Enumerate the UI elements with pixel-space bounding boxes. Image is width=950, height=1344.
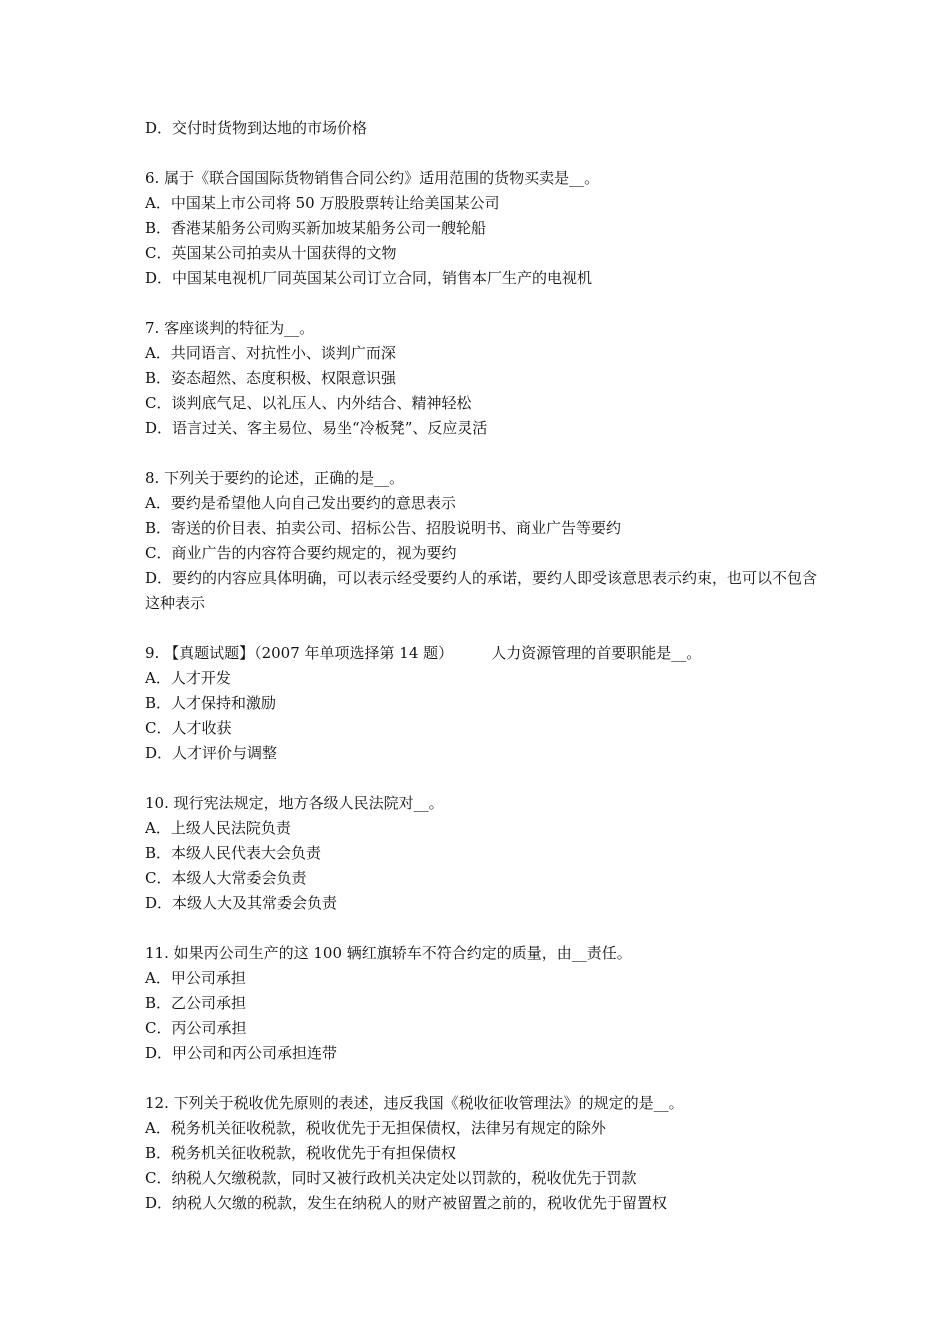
option-c: C．英国某公司拍卖从十国获得的文物 (145, 244, 397, 262)
question-stem: 8. 下列关于要约的论述，正确的是__。 (145, 469, 405, 487)
option-a: A．人才开发 (145, 669, 231, 687)
question-11 (145, 941, 825, 1066)
option-d: D．交付时货物到达地的市场价格 (145, 119, 368, 137)
option-c: C．谈判底气足、以礼压人、内外结合、精神轻松 (145, 394, 472, 412)
option-d: D．本级人大及其常委会负责 (145, 894, 338, 912)
question-5-fragment (145, 116, 825, 141)
option-b: B．姿态超然、态度积极、权限意识强 (145, 369, 397, 387)
option-b: B．乙公司承担 (145, 994, 247, 1012)
question-9 (145, 641, 825, 766)
question-stem: 11. 如果丙公司生产的这 100 辆红旗轿车不符合约定的质量，由__责任。 (145, 944, 632, 962)
option-b: B．本级人民代表大会负责 (145, 844, 322, 862)
option-d: D．要约的内容应具体明确，可以表示经受要约人的承诺，要约人即受该意思表示约束，也可以不包含这种表示 (145, 569, 818, 612)
option-a: A．共同语言、对抗性小、谈判广而深 (145, 344, 396, 362)
option-d: D．甲公司和丙公司承担连带 (145, 1044, 338, 1062)
option-d: D．人才评价与调整 (145, 744, 278, 762)
option-d: D．纳税人欠缴的税款，发生在纳税人的财产被留置之前的，税收优先于留置权 (145, 1194, 668, 1212)
question-stem: 9. 【真题试题】（2007 年单项选择第 14 题） 人力资源管理的首要职能是__。 (145, 644, 702, 662)
question-6 (145, 166, 825, 291)
option-a: A．上级人民法院负责 (145, 819, 291, 837)
option-b: B．税务机关征收税款，税收优先于有担保债权 (145, 1144, 457, 1162)
option-b: B．香港某船务公司购买新加坡某船务公司一艘轮船 (145, 219, 487, 237)
option-a: A．税务机关征收税款，税收优先于无担保债权，法律另有规定的除外 (145, 1119, 606, 1137)
option-b: B．寄送的价目表、拍卖公司、招标公告、招股说明书、商业广告等要约 (145, 519, 622, 537)
option-c: C．商业广告的内容符合要约规定的，视为要约 (145, 544, 457, 562)
option-c: C．丙公司承担 (145, 1019, 247, 1037)
question-12 (145, 1091, 825, 1216)
option-d: D．语言过关、客主易位、易坐“冷板凳”、反应灵活 (145, 419, 488, 437)
option-a: A．中国某上市公司将 50 万股股票转让给美国某公司 (145, 194, 500, 212)
question-stem: 6. 属于《联合国国际货物销售合同公约》适用范围的货物买卖是__。 (145, 169, 600, 187)
option-d: D．中国某电视机厂同英国某公司订立合同，销售本厂生产的电视机 (145, 269, 593, 287)
question-stem: 10. 现行宪法规定，地方各级人民法院对__。 (145, 794, 444, 812)
option-c: C．人才收获 (145, 719, 232, 737)
question-7 (145, 316, 825, 441)
question-stem: 7. 客座谈判的特征为__。 (145, 319, 315, 337)
document-content (145, 116, 825, 1216)
question-10 (145, 791, 825, 916)
option-c: C．本级人大常委会负责 (145, 869, 307, 887)
option-a: A．甲公司承担 (145, 969, 246, 987)
option-c: C．纳税人欠缴税款，同时又被行政机关决定处以罚款的，税收优先于罚款 (145, 1169, 637, 1187)
option-a: A．要约是希望他人向自己发出要约的意思表示 (145, 494, 456, 512)
question-stem: 12. 下列关于税收优先原则的表述，违反我国《税收征收管理法》的规定的是__。 (145, 1094, 684, 1112)
question-8 (145, 466, 825, 616)
option-b: B．人才保持和激励 (145, 694, 277, 712)
